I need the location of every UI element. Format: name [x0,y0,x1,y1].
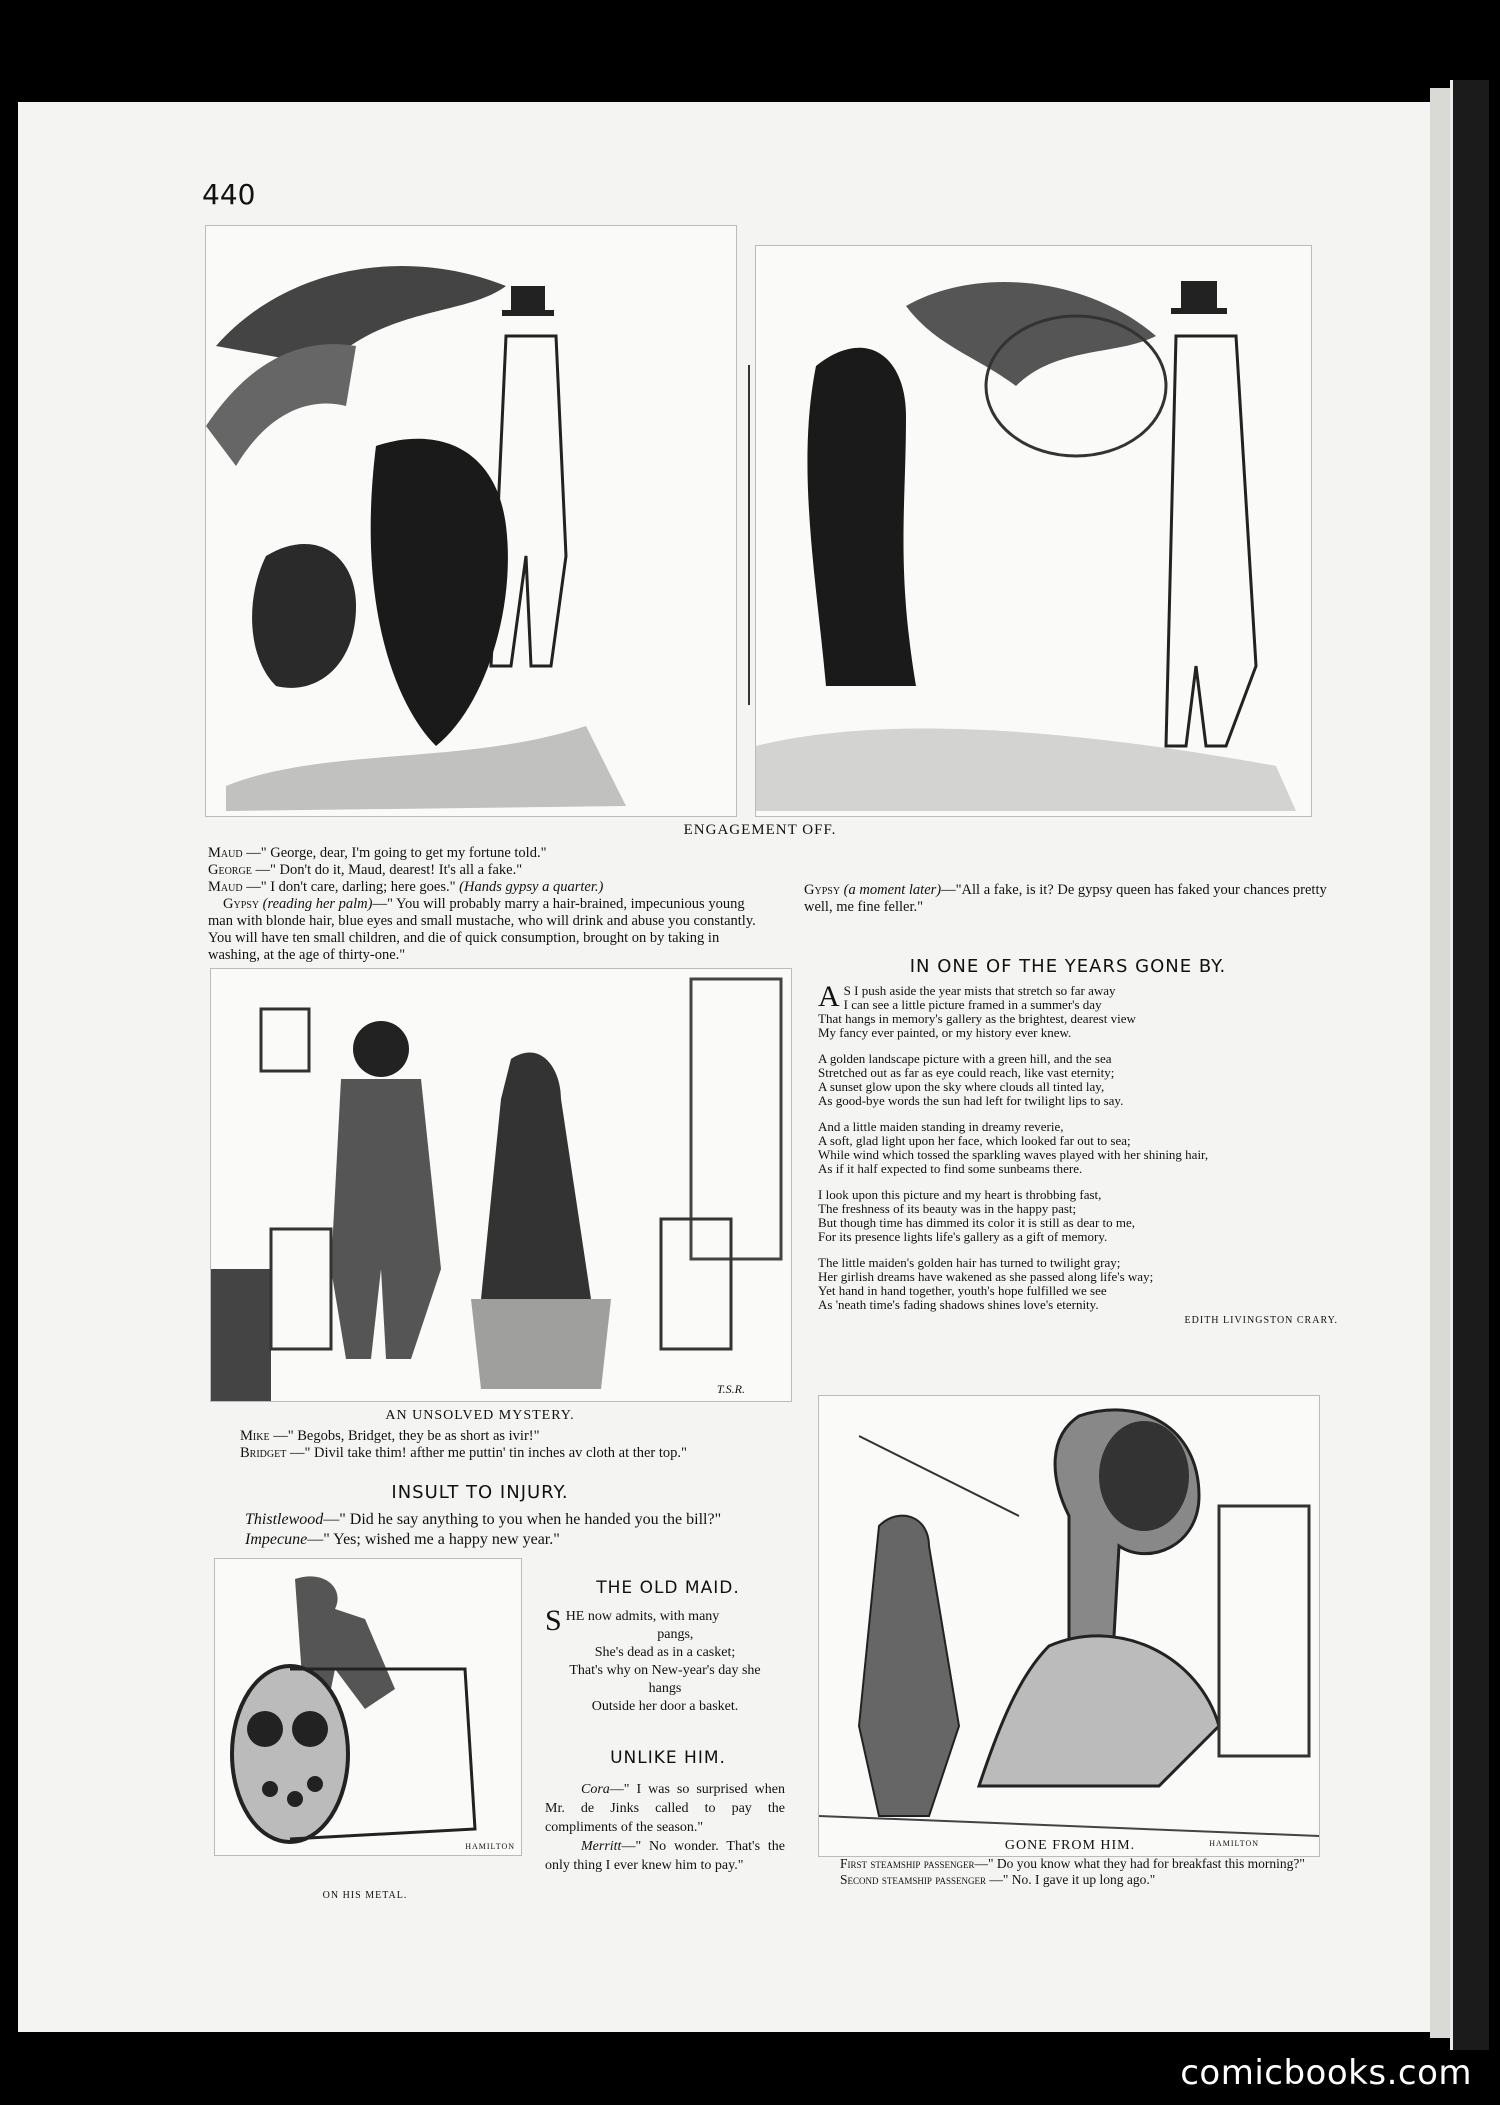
gone-illustration [818,1395,1320,1857]
poem-stanza-1: A S I push aside the year mists that stretch so far away I can see a little picture framed in a summer's day That hangs in memory's gallery as the brightest, dearest view My fancy ever painted, or my history ever knew. [818,980,1136,1040]
unlike-dialogue [545,1780,785,1875]
panel-divider [748,365,750,705]
metal-artist-signature: HAMILTON [465,1842,515,1851]
mystery-illustration [210,968,792,1402]
dialogue-line-2: George —" Don't do it, Maud, dearest! It's all a fake." [208,862,523,878]
dialogue-line-4: Gypsy (reading her palm)—" You will probably marry a hair-brained, impecunious young man with blonde hair, blue eyes and small mustache, who will drink and abuse you constantly. You will have ten small children, and die of quick consumption, brought on by taking in washing, at the age of thirty-one." [208,896,756,963]
metal-illustration [214,1558,522,1856]
unlike-title: UNLIKE HIM. [610,1748,726,1768]
gone-artist-signature: HAMILTON [1209,1839,1259,1848]
poem-stanza-4: I look upon this picture and my heart is throbbing fast, The freshness of its beauty was in the happy past; But though time has dimmed its color it is still as dear to me, For its presence lights life's gallery as a gift of memory. [818,1187,1136,1244]
engagement-gypsy-reply: Gypsy (a moment later)—"All a fake, is it? De gypsy queen has faked your chances pretty well, me fine feller." [804,882,1327,915]
dialogue-line-1: Thistlewood—" Did he say anything to you when he handed you the bill?" [245,1511,722,1528]
dialogue-line-2: Bridget —" Divil take thim! afther me puttin' tin inches av cloth at ther top." [240,1445,687,1461]
dialogue-line-3: Maud —" I don't care, darling; here goes." (Hands gypsy a quarter.) [208,879,604,895]
mystery-dialogue [240,1428,800,1462]
engagement-illustration-right [755,245,1312,817]
poem-stanza-5: The little maiden's golden hair has turned to twilight gray; Her girlish dreams have wakened as she passed along life's way; Yet hand in hand together, youth's hope fulfilled we see As 'neath time's fading shadows shines love's eternity. [818,1255,1154,1312]
dialogue-line-1: Maud —" George, dear, I'm going to get my fortune told." [208,845,547,861]
gone-dialogue [808,1856,1338,1888]
dialogue-line-1: First steamship passenger—" Do you know what they had for breakfast this morning?" [840,1856,1305,1871]
poem-dropcap: A [818,980,840,1013]
page-spine [1430,88,1450,2038]
mystery-title: AN UNSOLVED MYSTERY. [385,1408,575,1423]
dialogue-line-1: Mike —" Begobs, Bridget, they be as short as ivir!" [240,1428,540,1444]
engagement-illustration-left [205,225,737,817]
dialogue-line-2: Impecune—" Yes; wished me a happy new year." [245,1531,560,1548]
mystery-artist-signature: T.S.R. [716,1382,745,1396]
poem-body [818,980,1338,1328]
poem-author: EDITH LIVINGSTON CRARY. [1184,1315,1338,1326]
page-number: 440 [202,178,256,211]
dialogue-line-2: Second steamship passenger —" No. I gave it up long ago." [840,1872,1156,1887]
oldmaid-dropcap: S [545,1604,562,1637]
gone-title: GONE FROM HIM. [1004,1838,1136,1853]
poem-stanza-3: And a little maiden standing in dreamy reverie, A soft, glad light upon her face, which looked far out to sea; While wind which tossed the sparkling waves played with her shining hair, As if it half expected to find some sunbeams there. [818,1119,1209,1176]
site-watermark: comicbooks.com [1180,2053,1472,2093]
engagement-dialogue [208,845,756,964]
dialogue-line-2: Merritt—" No wonder. That's the only thing I ever knew him to pay." [545,1839,785,1873]
engagement-title: ENGAGEMENT OFF. [683,822,837,838]
next-page-edge [1450,80,1489,2050]
dialogue-line-1: Cora—" I was so surprised when Mr. de Jinks called to pay the compliments of the season." [545,1782,785,1835]
oldmaid-verse: S HE now admits, with many pangs, She's dead as in a casket; That's why on New-year's day she hangs Outside her door a basket. [545,1604,761,1714]
insult-title: INSULT TO INJURY. [391,1482,569,1503]
oldmaid-title: THE OLD MAID. [596,1578,740,1598]
poem-stanza-2: A golden landscape picture with a green hill, and the sea Stretched out as far as eye could reach, like vast eternity; A sunset glow upon the sky where clouds all tinted lay, As good-bye words the sun had left for twilight lips to say. [818,1051,1124,1108]
metal-caption: ON HIS METAL. [322,1890,408,1901]
insult-dialogue [245,1510,795,1550]
poem-title: IN ONE OF THE YEARS GONE BY. [909,956,1227,977]
